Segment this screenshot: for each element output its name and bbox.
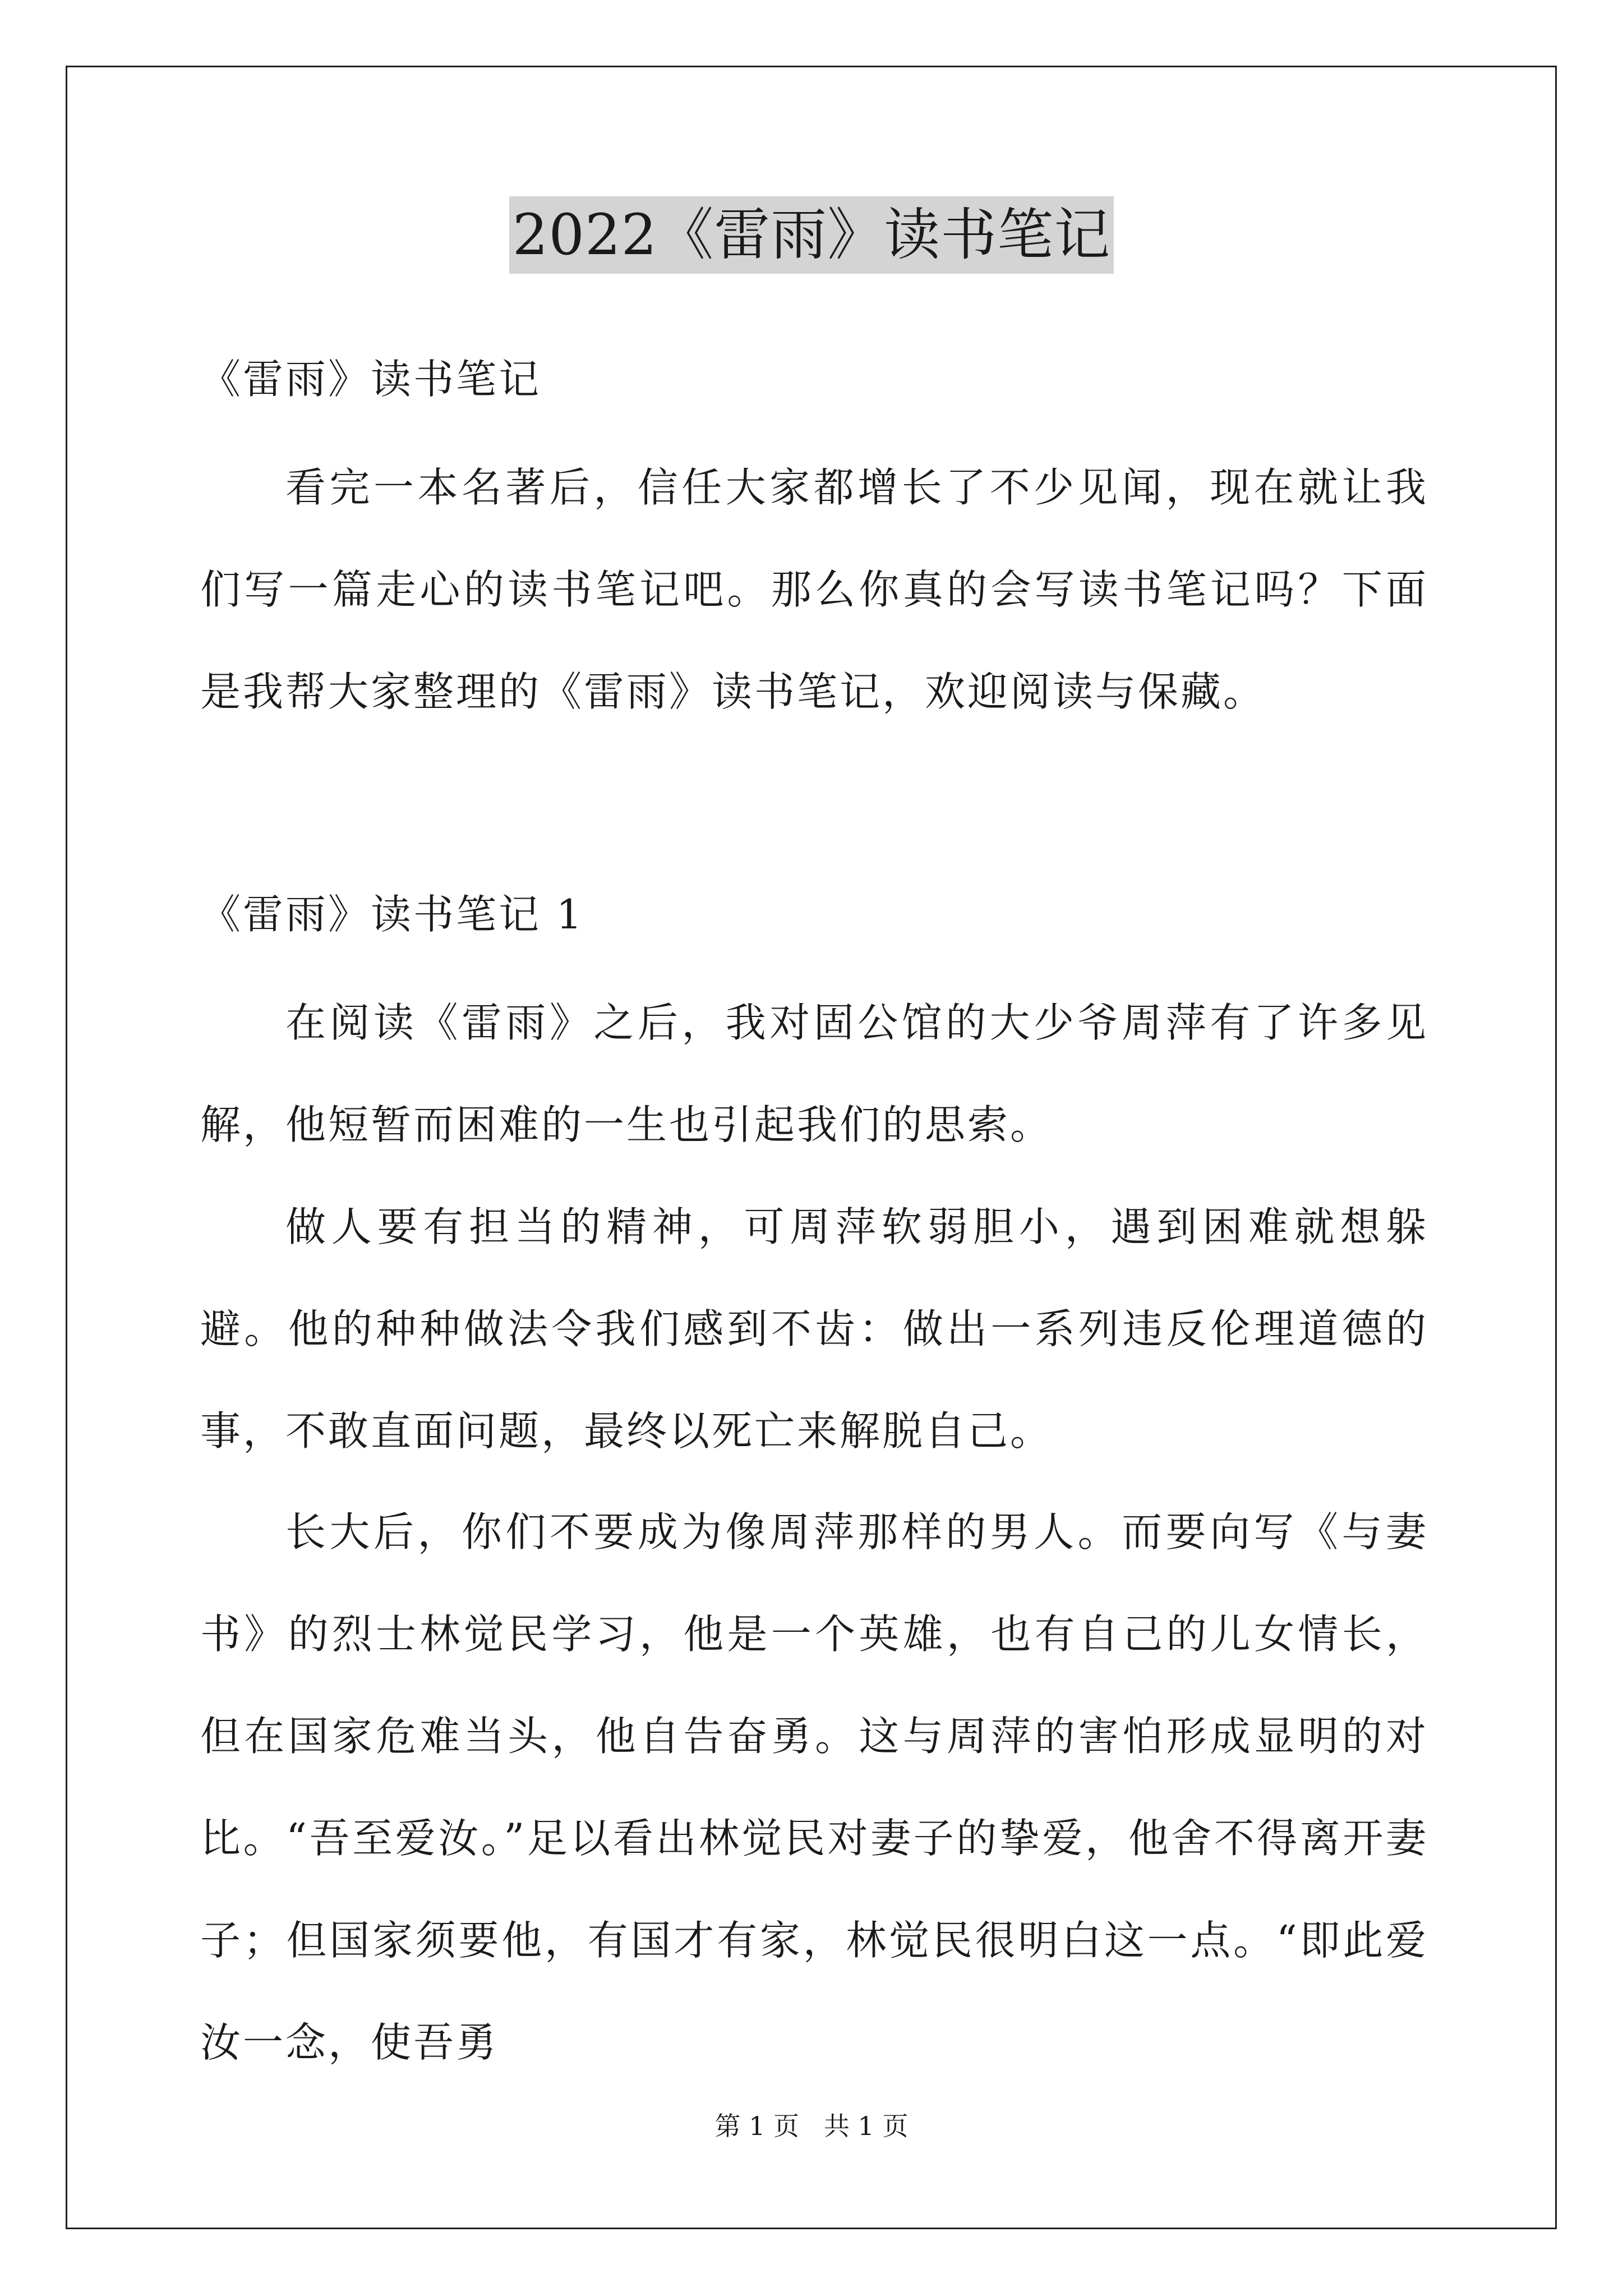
page-number: 第 1 页 bbox=[714, 2111, 800, 2141]
section-heading: 《雷雨》读书笔记 bbox=[200, 356, 542, 403]
title-container bbox=[0, 196, 1623, 274]
document-title: 2022《雷雨》读书笔记 bbox=[509, 196, 1114, 274]
paragraph: 做人要有担当的精神，可周萍软弱胆小，遇到困难就想躲避。他的种种做法令我们感到不齿：做出一系列违反伦理道德的事，不敢直面问题，最终以死亡来解脱自己。 bbox=[200, 1203, 1428, 1455]
paragraph: 看完一本名著后，信任大家都增长了不少见闻，现在就让我们写一篇走心的读书笔记吧。那么你真的会写读书笔记吗？下面是我帮大家整理的《雷雨》读书笔记，欢迎阅读与保藏。 bbox=[200, 464, 1428, 715]
paragraph: 在阅读《雷雨》之后，我对固公馆的大少爷周萍有了许多见解，他短暂而困难的一生也引起我们的思索。 bbox=[200, 999, 1428, 1148]
page-footer bbox=[0, 2109, 1623, 2143]
paragraph: 长大后，你们不要成为像周萍那样的男人。而要向写《与妻书》的烈士林觉民学习，他是一个英雄，也有自己的儿女情长，但在国家危难当头，他自告奋勇。这与周萍的害怕形成显明的对比。“吾至爱汝。”足以看出林觉民对妻子的挚爱，他舍不得离开妻子；但国家须要他，有国才有家，林觉民很明白这一点。“即此爱汝一念，使吾勇 bbox=[200, 1508, 1428, 2066]
page-total: 共 1 页 bbox=[823, 2111, 909, 2141]
section-heading: 《雷雨》读书笔记 1 bbox=[200, 891, 584, 938]
